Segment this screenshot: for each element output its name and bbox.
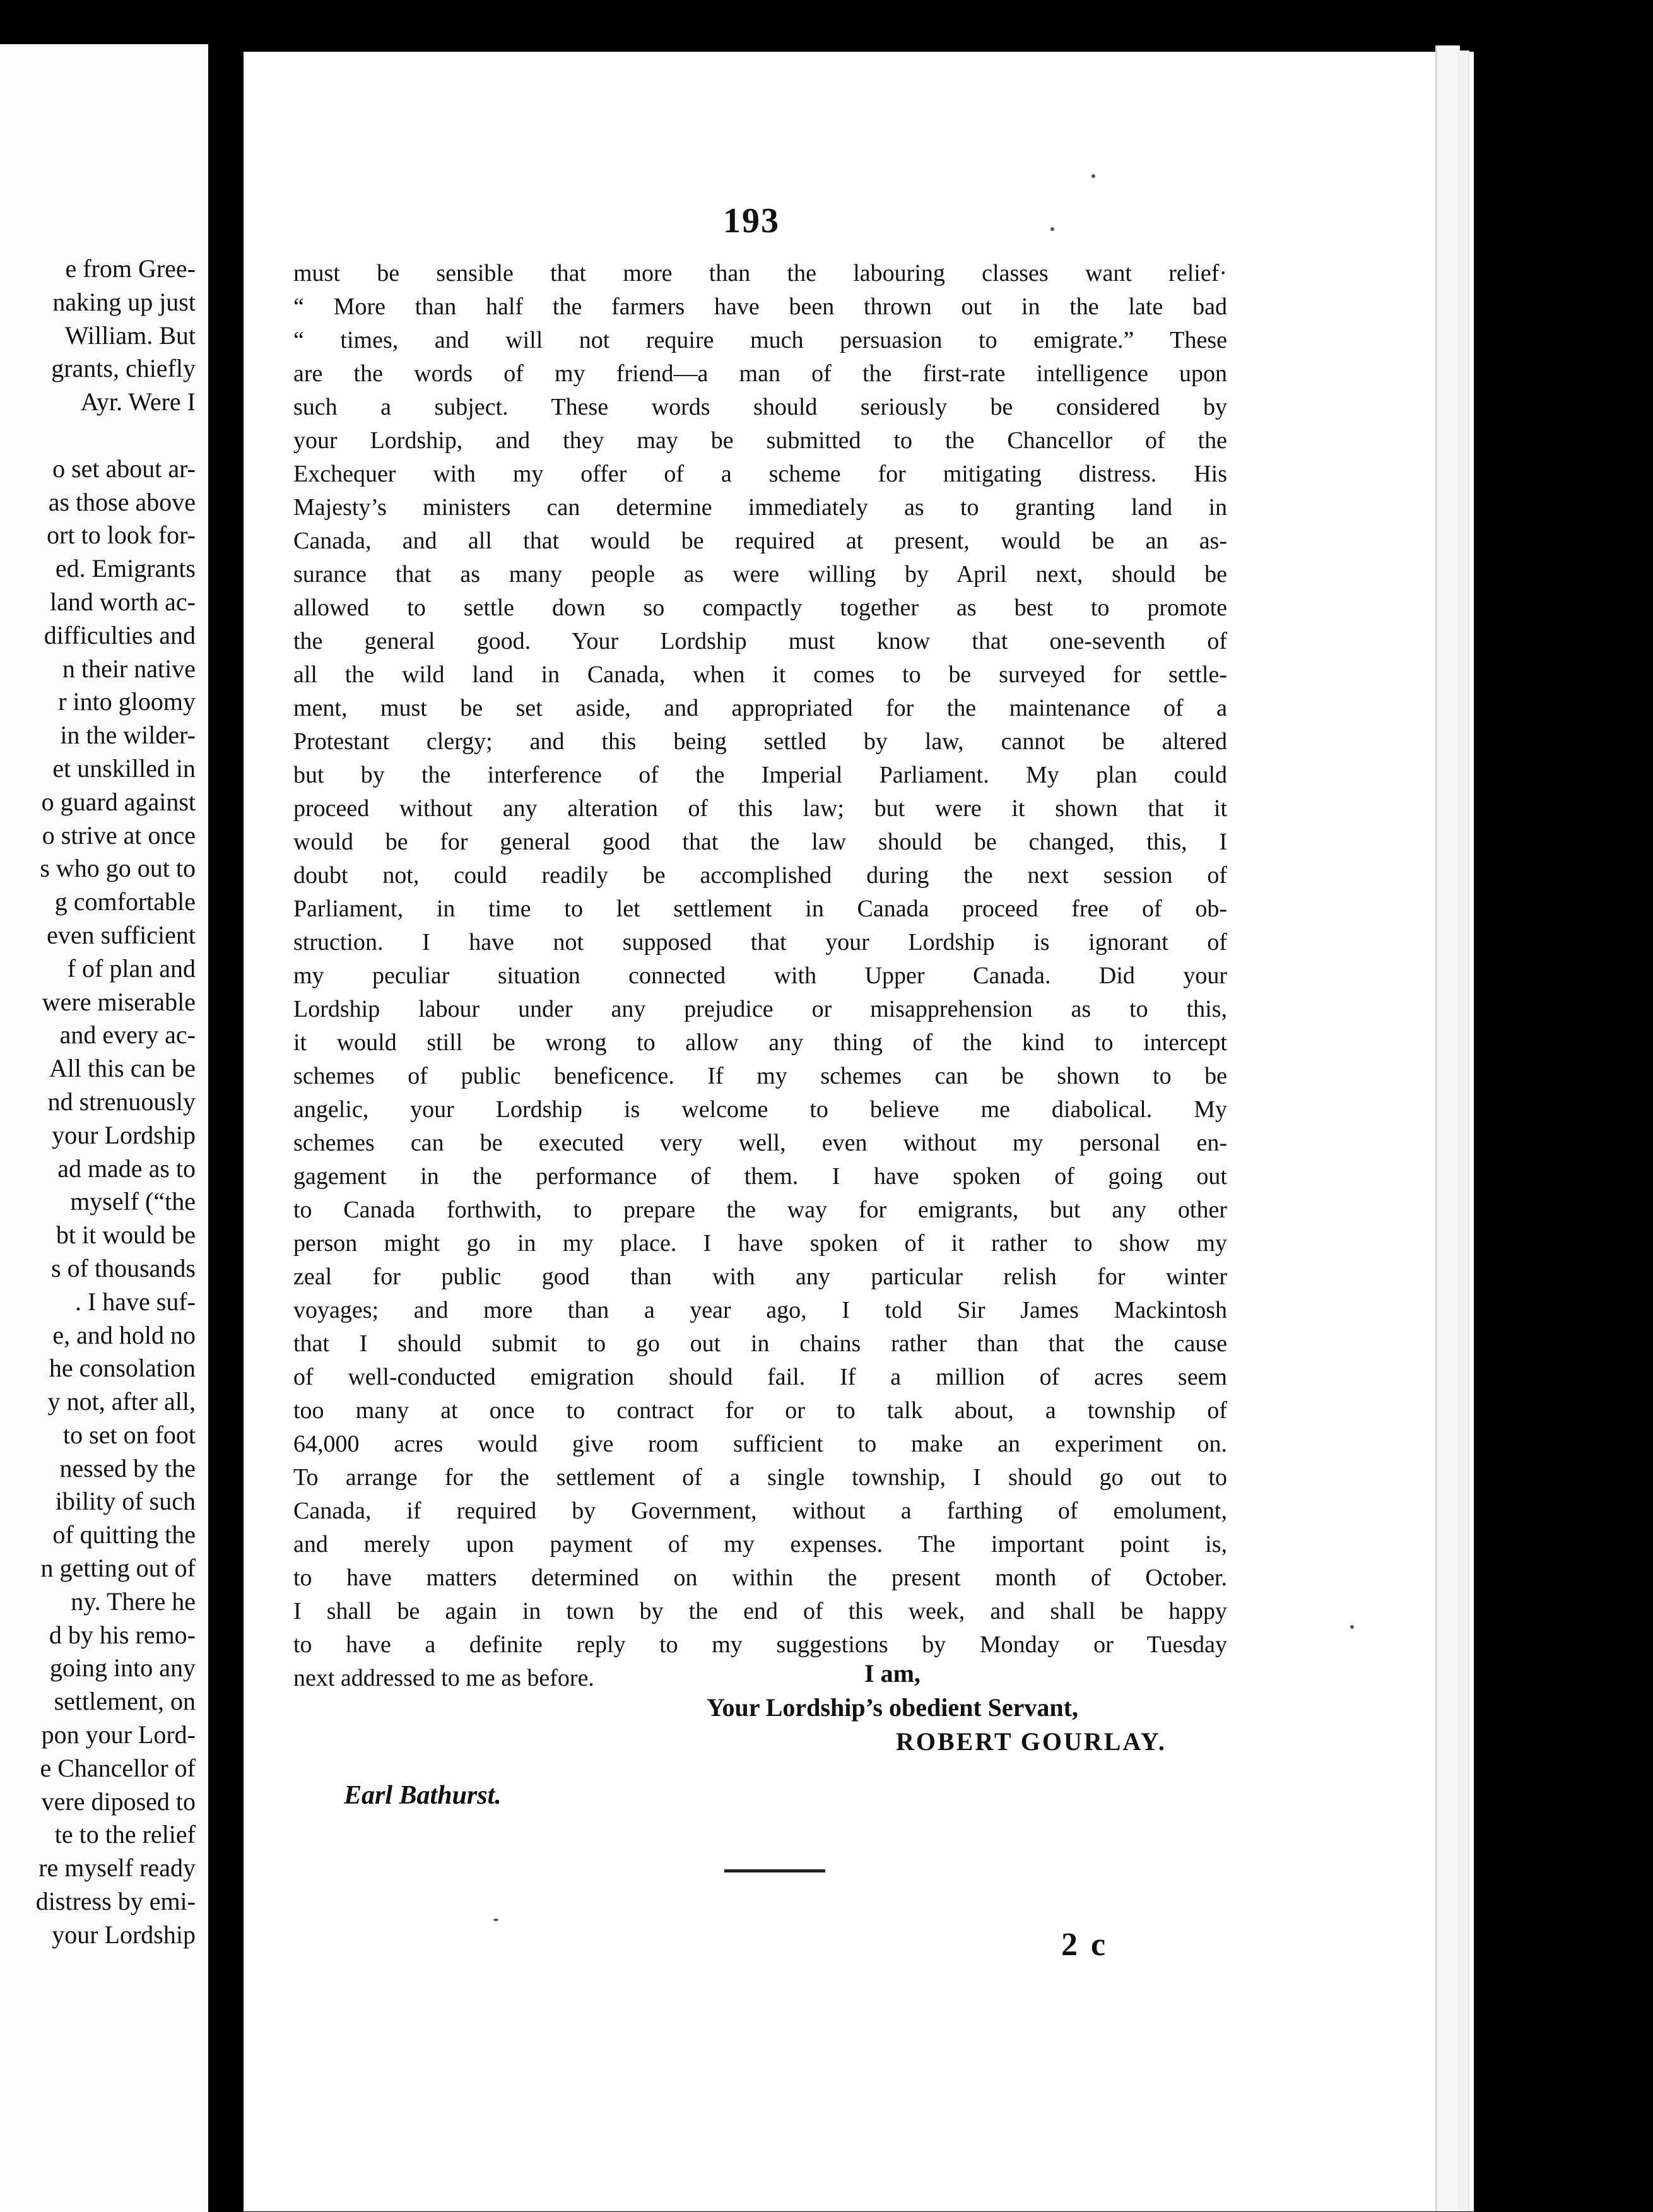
body-line: Parliament, in time to let settlement in Canada proceed free of ob-: [293, 896, 1227, 922]
speck: [1350, 1625, 1354, 1629]
body-line: To arrange for the settlement of a single township, I should go out to: [293, 1464, 1227, 1491]
body-line: all the wild land in Canada, when it comes to be surveyed for settle-: [293, 661, 1227, 688]
body-line: schemes of public beneficence. If my schemes can be shown to be: [293, 1063, 1227, 1089]
body-line: Majesty’s ministers can determine immediately as to granting land in: [293, 494, 1227, 521]
left-page-line: bt it would be: [56, 1221, 196, 1250]
left-page-line: g comfortable: [54, 887, 196, 916]
body-line: schemes can be executed very well, even without my personal en-: [293, 1130, 1227, 1156]
left-page-line: s of thousands: [51, 1253, 196, 1282]
body-line: my peculiar situation connected with Upper Canada. Did your: [293, 962, 1227, 989]
left-page-line: of quitting the: [52, 1520, 196, 1549]
left-page-line: in the wilder-: [60, 721, 196, 750]
closing-servant: Your Lordship’s obedient Servant,: [707, 1693, 1078, 1722]
left-page-line: distress by emi-: [35, 1887, 196, 1916]
left-page-line: ed. Emigrants: [55, 554, 196, 583]
speck: [493, 1919, 498, 1921]
left-page-line: pon your Lord-: [41, 1720, 196, 1749]
left-page-line: land worth ac-: [49, 587, 196, 616]
left-page-line: vere diposed to: [41, 1787, 196, 1816]
left-page-line: Ayr. Were I: [80, 387, 196, 417]
left-page-line: f of plan and: [67, 954, 196, 983]
body-line: zeal for public good than with any particular relish for winter: [293, 1263, 1227, 1290]
left-page-line: were miserable: [42, 987, 196, 1016]
body-line: your Lordship, and they may be submitted to the Chancellor of the: [293, 427, 1227, 454]
left-page: [0, 44, 208, 2212]
left-page-line: o set about ar-: [52, 454, 196, 483]
body-line: surance that as many people as were willing by April next, should be: [293, 561, 1227, 588]
body-line: must be sensible that more than the labouring classes want relief·: [293, 260, 1227, 287]
body-line: Lordship labour under any prejudice or misapprehension as to this,: [293, 996, 1227, 1022]
body-line: would be for general good that the law should be changed, this, I: [293, 829, 1227, 855]
left-page-line: going into any: [49, 1653, 196, 1683]
body-line: too many at once to contract for or to talk about, a township of: [293, 1397, 1227, 1424]
addressee: Earl Bathurst.: [344, 1781, 502, 1810]
body-line: person might go in my place. I have spoken of it rather to show my: [293, 1230, 1227, 1257]
body-line: struction. I have not supposed that your Lordship is ignorant of: [293, 929, 1227, 955]
body-line: allowed to settle down so compactly together as best to promote: [293, 594, 1227, 621]
left-page-line: to set on foot: [63, 1420, 196, 1449]
left-page-line: he consolation: [49, 1354, 196, 1383]
left-page-line: y not, after all,: [47, 1387, 196, 1416]
body-line: ment, must be set aside, and appropriated for the maintenance of a: [293, 695, 1227, 721]
left-page-line: naking up just: [52, 287, 196, 316]
body-line: “ More than half the farmers have been thrown out in the late bad: [293, 293, 1227, 320]
left-page-line: even sufficient: [47, 920, 196, 949]
body-line: that I should submit to go out in chains rather than that the cause: [293, 1330, 1227, 1357]
left-page-line: nessed by the: [59, 1453, 196, 1482]
left-page-line: ibility of such: [55, 1487, 196, 1516]
left-page-line: your Lordship: [52, 1120, 196, 1149]
body-line: doubt not, could readily be accomplished during the next session of: [293, 862, 1227, 889]
left-page-line: et unskilled in: [52, 754, 196, 783]
speck: [1050, 227, 1054, 231]
body-line: the general good. Your Lordship must know that one-seventh of: [293, 628, 1227, 654]
page-edge-shadow: [1457, 50, 1469, 2211]
body-line: Canada, if required by Government, without a farthing of emolument,: [293, 1498, 1227, 1524]
page-number: 193: [723, 201, 780, 240]
body-line: it would still be wrong to allow any thing of the kind to intercept: [293, 1029, 1227, 1056]
left-page-line: e, and hold no: [52, 1320, 196, 1349]
body-line: to have matters determined on within the present month of October.: [293, 1564, 1227, 1591]
body-line: but by the interference of the Imperial Parliament. My plan could: [293, 762, 1227, 788]
closing-signature: ROBERT GOURLAY.: [896, 1727, 1167, 1756]
body-line: Protestant clergy; and this being settled by law, cannot be altered: [293, 728, 1227, 755]
ornament-rule: [724, 1869, 825, 1872]
left-page-line: as those above: [48, 487, 196, 516]
body-line: next addressed to me as before.: [293, 1665, 594, 1691]
left-page-line: re myself ready: [38, 1854, 196, 1883]
body-line: angelic, your Lordship is welcome to believe me diabolical. My: [293, 1096, 1227, 1123]
left-page-line: ny. There he: [71, 1587, 196, 1616]
body-line: Canada, and all that would be required at present, would be an as-: [293, 528, 1227, 554]
left-page-line: r into gloomy: [58, 687, 196, 716]
body-line: are the words of my friend—a man of the first-rate intelligence upon: [293, 360, 1227, 387]
left-page-line: your Lordship: [52, 1920, 196, 1949]
left-page-line: te to the relief: [54, 1820, 196, 1849]
left-page-line: settlement, on: [54, 1687, 196, 1716]
letter-body: [293, 257, 1227, 1695]
body-line: proceed without any alteration of this law; but were it shown that it: [293, 795, 1227, 822]
left-page-line: e Chancellor of: [40, 1753, 196, 1782]
left-page-line: d by his remo-: [49, 1620, 196, 1649]
left-page-line: o guard against: [41, 787, 196, 816]
body-line: to Canada forthwith, to prepare the way for emigrants, but any other: [293, 1197, 1227, 1223]
left-page-line: myself (“the: [70, 1187, 196, 1216]
left-page-line: nd strenuously: [47, 1087, 196, 1116]
body-line: I shall be again in town by the end of this week, and shall be happy: [293, 1598, 1227, 1624]
body-line: of well-conducted emigration should fail. If a million of acres seem: [293, 1364, 1227, 1390]
left-page-line: n getting out of: [40, 1554, 196, 1583]
left-page-line: s who go out to: [40, 854, 196, 883]
body-line: Exchequer with my offer of a scheme for mitigating distress. His: [293, 461, 1227, 487]
left-page-line: . I have suf-: [74, 1287, 196, 1316]
left-page-line: n their native: [62, 654, 196, 683]
body-line: and merely upon payment of my expenses. The important point is,: [293, 1531, 1227, 1558]
body-line: to have a definite reply to my suggestions by Monday or Tuesday: [293, 1631, 1227, 1658]
left-page-line: o strive at once: [42, 820, 196, 849]
body-line: voyages; and more than a year ago, I told Sir James Mackintosh: [293, 1297, 1227, 1323]
closing-i-am: I am,: [864, 1659, 921, 1688]
left-page-line: grants, chiefly: [51, 354, 196, 383]
left-page-text: [0, 252, 196, 1952]
left-page-line: difficulties and: [44, 620, 196, 649]
left-page-line: ad made as to: [57, 1154, 196, 1183]
body-line: gagement in the performance of them. I have spoken of going out: [293, 1163, 1227, 1190]
body-line: “ times, and will not require much persuasion to emigrate.” These: [293, 327, 1227, 353]
left-page-line: All this can be: [49, 1054, 196, 1083]
body-line: 64,000 acres would give room sufficient to make an experiment on.: [293, 1431, 1227, 1457]
left-page-line: ort to look for-: [47, 521, 196, 550]
left-page-line: e from Gree-: [65, 254, 196, 283]
left-page-line: William. But: [64, 321, 196, 350]
left-page-line: and every ac-: [59, 1020, 196, 1050]
left-page-line: [0, 419, 196, 452]
signature-mark: 2 c: [1061, 1927, 1109, 1963]
body-line: such a subject. These words should seriously be considered by: [293, 394, 1227, 420]
letter-closing: [707, 1657, 1237, 1759]
speck: [1091, 174, 1095, 178]
